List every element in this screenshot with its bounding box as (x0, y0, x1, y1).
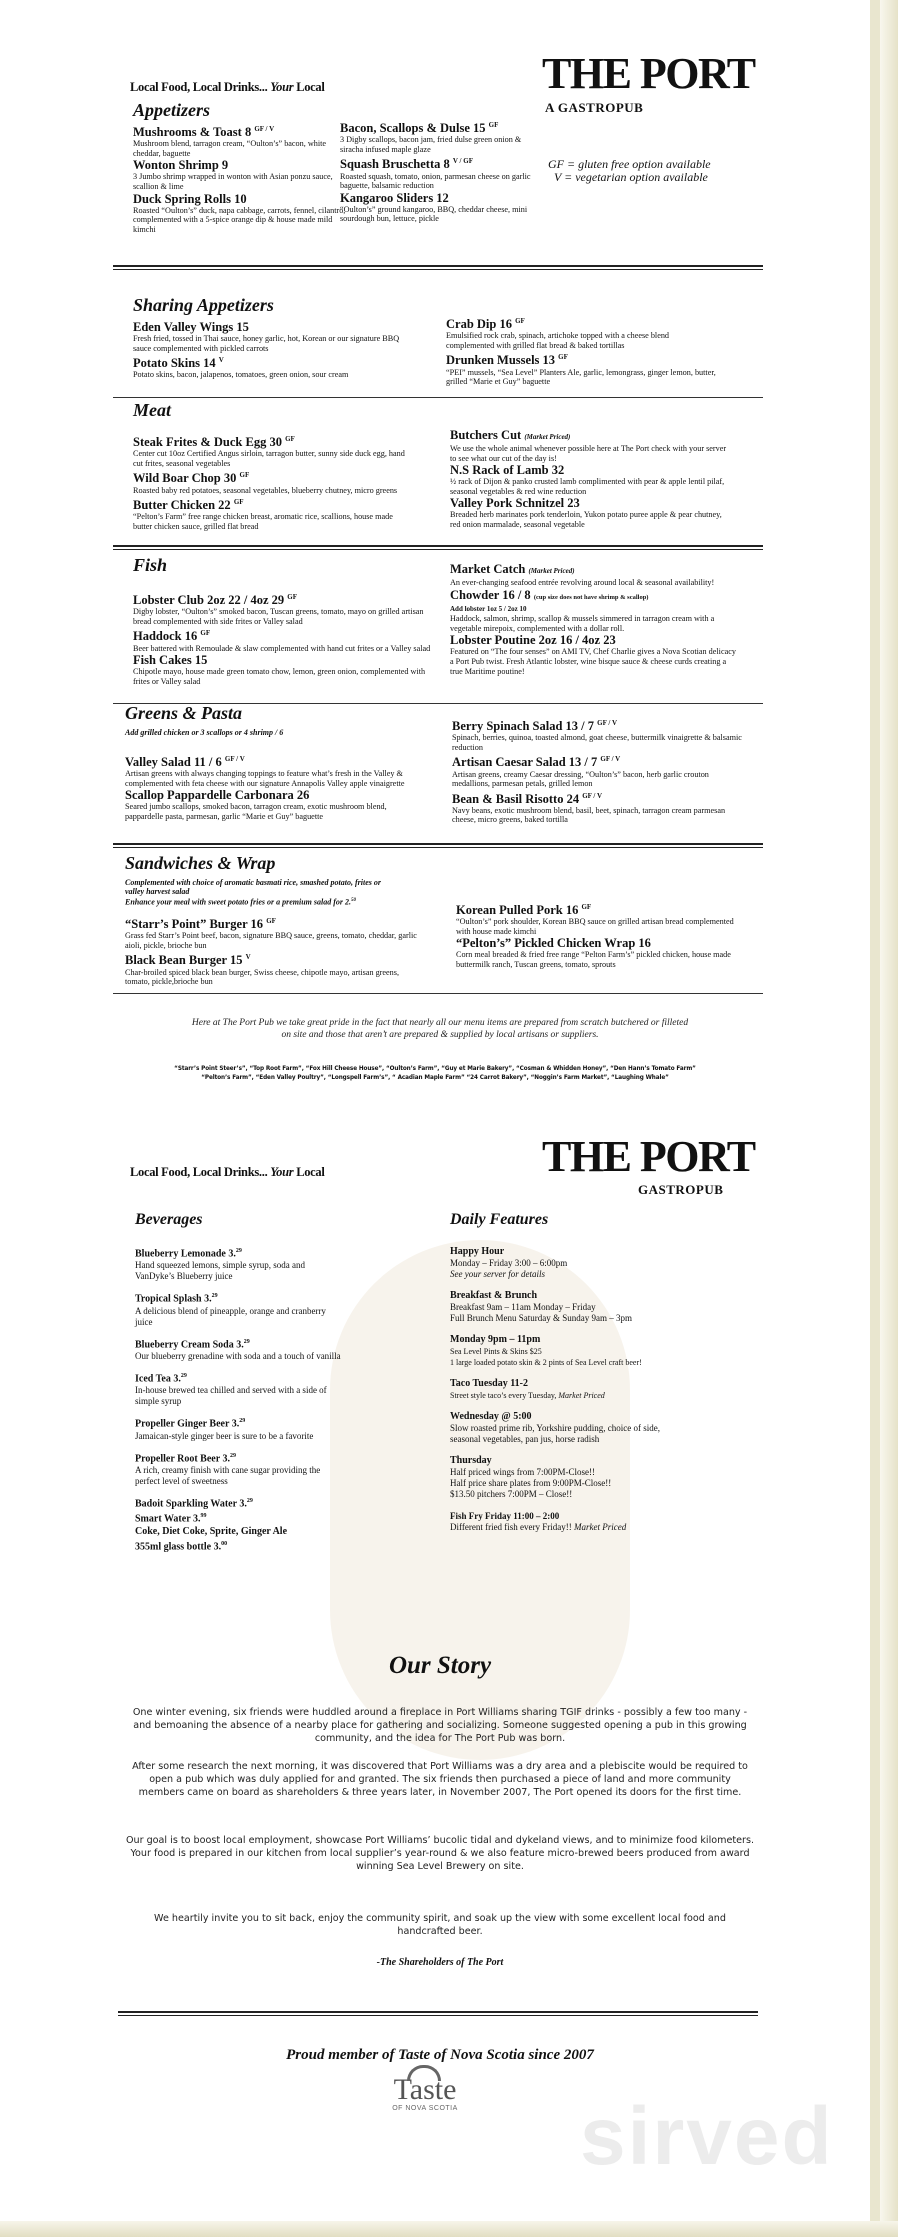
menu-item: Iced Tea 3.29 In-house brewed tea chilled and served with a side of simple syrup (135, 1372, 327, 1407)
menu-item: Blueberry Lemonade 3.29 Hand squeezed lemons, simple syrup, soda and VanDyke’s Blueberry juice (135, 1248, 305, 1282)
menu-item: Squash Bruschetta 8 $^{V / GF}$ Roasted squash, tomato, onion, parmesan cheese on garlic baguette, balsamic reduction (340, 157, 531, 191)
menu-item: Badoit Sparkling Water 3.29 (135, 1497, 253, 1510)
taste-of-nova-scotia-logo (385, 2075, 465, 2145)
menu-item: N.S Rack of Lamb 32 ½ rack of Dijon & panko crusted lamb complimented with pear & apple lentil pilaf, seasonal vegetables & red wine reduction (450, 463, 725, 496)
story-paragraph: We heartily invite you to sit back, enjoy the community spirit, and soak up the view with some excellent local food and handcrafted beer. (154, 1913, 726, 1937)
sharing-left (133, 320, 403, 380)
story-signature: -The Shareholders of The Port (376, 1957, 504, 1968)
brand-title: THE PORT (542, 1132, 755, 1181)
menu-item: Potato Skins 14 $^V$ Potato skins, bacon, jalapenos, tomatoes, green onion, sour cream (133, 356, 349, 380)
menu-item: Propeller Root Beer 3.29 A rich, creamy finish with cane sugar providing the perfect level of sweetness (135, 1452, 321, 1486)
menu-item: Bacon, Scallops & Dulse 15 $^{GF}$ 3 Digby scallops, bacon jam, fried dulse green onion & siracha infused maple glaze (340, 121, 522, 154)
sandwiches-right (456, 900, 741, 970)
tagline: Local Food, Local Drinks... Your Local (130, 80, 325, 94)
menu-item: Blueberry Cream Soda 3.29 Our blueberry grenadine with soda and a touch of vanilla (135, 1338, 341, 1361)
menu-item: Tropical Splash 3.29 A delicious blend of pineapple, orange and cranberry juice (135, 1293, 326, 1327)
menu-item: Lobster Poutine 2oz 16 / 4oz 23 Featured on “The four senses” on AMI TV, Chef Charlie gives a Nova Scotian delicacy a Port Pub twist. Fresh Atlantic lobster, wine bisque sauce & cheese curds creating a true Maritime poutine! (450, 633, 736, 676)
section-divider (113, 397, 763, 398)
menu-item: Wonton Shrimp 9 3 Jumbo shrimp wrapped in wonton with Asian ponzu sauce, scallion & lime (133, 158, 333, 191)
taste-logo-word: Taste (393, 2073, 457, 2106)
fish-left (133, 590, 433, 686)
feature-brunch: Breakfast & Brunch Breakfast 9am – 11am Monday – Friday Full Brunch Menu Saturday & Sunday 9am – 3pm (450, 1290, 632, 1323)
feature-happy-hour: Happy Hour Monday – Friday 3:00 – 6:00pm See your server for details (450, 1246, 568, 1279)
menu-item: Smart Water 3.99 (135, 1513, 207, 1525)
menu-item: Valley Salad 11 / 6 $^{GF / V}$ Artisan greens with always changing toppings to feature what’s fresh in the Valley & complemented with feta cheese with our signature Annapolis Valley apple vinaigrette (125, 755, 405, 788)
appetizers-left (133, 122, 348, 234)
section-title-meat: Meat (133, 400, 171, 420)
menu-item: Drunken Mussels 13 $^{GF}$ “PEI” mussels, “Sea Level” Planters Ale, garlic, lemongrass, ginger lemon, butter, grilled “Marie et Guy” baguette (446, 353, 716, 387)
feature-thursday: Thursday Half priced wings from 7:00PM-Close!! Half price share plates from 9:00PM-Close!! $13.50 pitchers 7:00PM – Close!! (450, 1455, 612, 1499)
menu-item: Chowder 16 / 8 (cup size does not have shrimp & scallop) Add lobster 1oz 5 / 2oz 10 Haddock, salmon, shrimp, scallop & mussels simmered in tarragon cream with a vegetable mirepoix, complemented with a dollar roll. (450, 587, 715, 633)
menu-item: Lobster Club 2oz 22 / 4oz 29 $^{GF}$ Digby lobster, “Oulton’s” smoked bacon, Tuscan greens, tomato, mayo on grilled artisan bread complemented with side frites or Valley salad (133, 593, 424, 626)
tagline: Local Food, Local Drinks... Your Local (130, 1165, 325, 1179)
sandwiches-note-2: Enhance your meal with sweet potato fries or a premium salad for 2.50 (125, 897, 357, 907)
section-title-sharing: Sharing Appetizers (133, 295, 274, 315)
menu-item: Wild Boar Chop 30 $^{GF}$ Roasted baby red potatoes, seasonal vegetables, blueberry chutney, micro greens (133, 471, 398, 495)
brand-subtitle: A GASTROPUB (545, 100, 644, 115)
sharing-right (446, 314, 716, 387)
greens-right (452, 716, 742, 825)
menu-item: Korean Pulled Pork 16 $^{GF}$ “Oulton’s” pork shoulder, Korean BBQ sauce on grilled artisan bread complemented with house made kimchi (456, 903, 734, 936)
pride-statement: Here at The Port Pub we take great pride in the fact that nearly all our menu items are prepared from scratch butchered or filleted on site and those that aren’t are prepared & supplied by local artisans or suppliers. (191, 1018, 689, 1040)
menu-item: Haddock 16 $^{GF}$ Beer battered with Remoulade & slaw complemented with hand cut frites or a Valley salad (133, 629, 431, 653)
section-title-sandwiches: Sandwiches & Wrap (125, 853, 276, 873)
menu-item: Mushrooms & Toast 8 $^{GF / V}$ Mushroom blend, tarragon cream, “Oulton’s” bacon, white cheddar, baguette (133, 125, 327, 158)
feature-friday: Fish Fry Friday 11:00 – 2:00 Different fried fish every Friday!! Market Priced (450, 1511, 627, 1532)
section-title-beverages: Beverages (135, 1211, 203, 1228)
section-title-greens: Greens & Pasta (125, 703, 242, 723)
menu-item: Butchers Cut (Market Priced) We use the whole animal whenever possible here at The Port check with your server to see what our cut of the day is! (450, 428, 727, 463)
legend-gf: GF = gluten free option available (548, 157, 711, 171)
greens-note: Add grilled chicken or 3 scallops or 4 shrimp / 6 (125, 728, 284, 737)
sandwiches-left (125, 914, 425, 987)
legend-v: V = vegetarian option available (554, 170, 708, 184)
menu-item: Propeller Ginger Beer 3.29 Jamaican-style ginger beer is sure to be a favorite (135, 1418, 314, 1441)
features-list (450, 1246, 710, 1533)
menu-item: Berry Spinach Salad 13 / 7 $^{GF / V}$ Spinach, berries, quinoa, toasted almond, goat cheese, buttermilk vinaigrette & balsamic reduction (452, 719, 742, 752)
page-edge (880, 0, 898, 2237)
membership-statement: Proud member of Taste of Nova Scotia since 2007 (286, 2047, 594, 2063)
fish-right (450, 562, 740, 676)
section-title-daily-features: Daily Features (450, 1211, 549, 1228)
section-title-appetizers: Appetizers (133, 100, 211, 120)
menu-item: Scallop Pappardelle Carbonara 26 Seared jumbo scallops, smoked bacon, tarragon cream, exotic mushroom blend, pappardelle pasta, parmesan, garlic “Marie et Guy” baguette (125, 788, 387, 821)
taste-logo-subtitle: OF NOVA SCOTIA (392, 2105, 458, 2112)
menu-item: Bean & Basil Risotto 24 $^{GF / V}$ Navy beans, exotic mushroom blend, basil, beet, spinach, tarragon cream parmesan cheese, micro greens, baked tortilla (452, 791, 726, 825)
appetizers-right (340, 118, 540, 224)
story-title: Our Story (388, 1652, 492, 1679)
menu-item: Kangaroo Sliders 12 “Oulton’s” ground kangaroo, BBQ, cheddar cheese, mini sourdough bun, lettuce, pickle (340, 190, 528, 224)
story-paragraph: One winter evening, six friends were huddled around a fireplace in Port Williams sharing TGIF drinks - possibly a few too many - and bemoaning the absence of a nearby place for gathering and socializing. Someone suggested opening a pub in this growing community, and the idea for The Port Pub was born. (132, 1707, 748, 1744)
sirved-watermark: sirved (580, 2091, 834, 2182)
menu-item: Valley Pork Schnitzel 23 Breaded herb marinates pork tenderloin, Yukon potato puree apple & pear chutney, red onion marmalade, seasonal vegetable (450, 496, 722, 529)
section-divider (113, 265, 763, 270)
menu-item: Duck Spring Rolls 10 Roasted “Oulton’s” duck, napa cabbage, carrots, fennel, cilantro, complemented with a 5-spice orange dip & house made mild kimchi (133, 191, 346, 234)
brand-subtitle: GASTROPUB (638, 1182, 724, 1197)
feature-taco: Taco Tuesday 11-2 Street style taco’s every Tuesday, Market Priced (450, 1378, 605, 1400)
section-divider (113, 545, 763, 550)
story-paragraph: Our goal is to boost local employment, showcase Port Williams’ bucolic tidal and dykeland views, and to minimize food kilometers. Your food is prepared in our kitchen from local supplier’s year-round & we also feature micro-brewed beers produced from award winning Sea Level Brewery on site. (125, 1835, 755, 1872)
menu-item: Crab Dip 16 $^{GF}$ Emulsified rock crab, spinach, artichoke topped with a cheese blend complemented with grilled flat bread & baked tortillas (446, 317, 670, 350)
menu-item: Market Catch (Market Priced) An ever-changing seafood entrée revolving around local & seasonal availability! (450, 562, 715, 587)
page-bottom-edge (0, 2221, 898, 2237)
meat-left (133, 432, 413, 531)
story-paragraph: After some research the next morning, it was discovered that Port Williams was a dry area and a plebiscite would be required to open a pub which was duly applied for and granted. The six friends then purchased a piece of land and more community members came on board as shareholders & three years later, in November 2007, The Port opened its doors for the first time. (132, 1761, 748, 1798)
menu-item: Artisan Caesar Salad 13 / 7 $^{GF / V}$ Artisan greens, creamy Caesar dressing, “Oulton’s” bacon, herb garlic crouton medallions, parmesan petals, grilled lemon (452, 755, 709, 789)
section-divider (113, 993, 763, 994)
greens-left (125, 752, 425, 822)
menu-item: “Starr’s Point” Burger 16 $^{GF}$ Grass fed Starr’s Point beef, bacon, signature BBQ sauce, greens, tomato, cheddar, garlic aioli, pickle, brioche bun (125, 917, 417, 950)
feature-monday: Monday 9pm – 11pm Sea Level Pints & Skins $25 1 large loaded potato skin & 2 pints of Sea Level craft beer! (450, 1334, 642, 1367)
menu-item: Fish Cakes 15 Chipotle mayo, house made green tomato chow, lemon, green onion, complemented with frites or Valley salad (133, 653, 426, 686)
feature-wednesday: Wednesday @ 5:00 Slow roasted prime rib, Yorkshire pudding, choice of side, seasonal vegetables, pan jus, horse radish (450, 1411, 660, 1444)
menu-item: Coke, Diet Coke, Sprite, Ginger Ale (135, 1525, 288, 1537)
menu-item: Black Bean Burger 15 $^V$ Char-broiled spiced black bean burger, Swiss cheese, chipotle mayo, artisan greens, tomato, pickle,brioche bun (125, 953, 400, 987)
menu-item: Eden Valley Wings 15 Fresh fried, tossed in Thai sauce, honey garlic, hot, Korean or our signature BBQ sauce complemented with pickled carrots (133, 320, 400, 353)
brand-title: THE PORT (542, 49, 755, 98)
section-divider (118, 2011, 758, 2016)
meat-right (450, 428, 730, 530)
section-title-fish: Fish (133, 555, 168, 575)
menu-item: Steak Frites & Duck Egg 30 $^{GF}$ Center cut 10oz Certified Angus sirloin, tarragon butter, sunny side duck egg, hand cut frites, seasonal vegetables (133, 435, 405, 468)
menu-item: “Pelton’s” Pickled Chicken Wrap 16 Corn meal breaded & fried free range “Pelton Farm’s” pickled chicken, house made buttermilk ranch, Tuscan greens, tomato, sprouts (456, 936, 731, 969)
farms-list: “Starr’s Point Steer’s”, “Top Root Farm”, “Fox Hill Cheese House”, “Oulton’s Farm”, “Guy et Marie Bakery”, “Cosman & Whidden Honey”, “Den Hann’s Tomato Farm” “Pelton’s Farm”, “Eden Valley Poultry”, “Longspell Farm’s”, “ Acadian Maple Farm” “24 Carrot Bakery”, “Noggin’s Farm Market”, “Laughing Whale” (174, 1065, 696, 1081)
menu-item: 355ml glass bottle 3.00 (135, 1540, 228, 1552)
menu-item: Butter Chicken 22 $^{GF}$ “Pelton’s Farm” free range chicken breast, aromatic rice, scallions, house made butter chicken sauce, grilled flat bread (133, 498, 393, 531)
section-divider (113, 843, 763, 848)
sandwiches-note: Complemented with choice of aromatic basmati rice, smashed potato, frites or valley harvest salad (125, 878, 381, 896)
beverages-list (135, 1245, 345, 1553)
